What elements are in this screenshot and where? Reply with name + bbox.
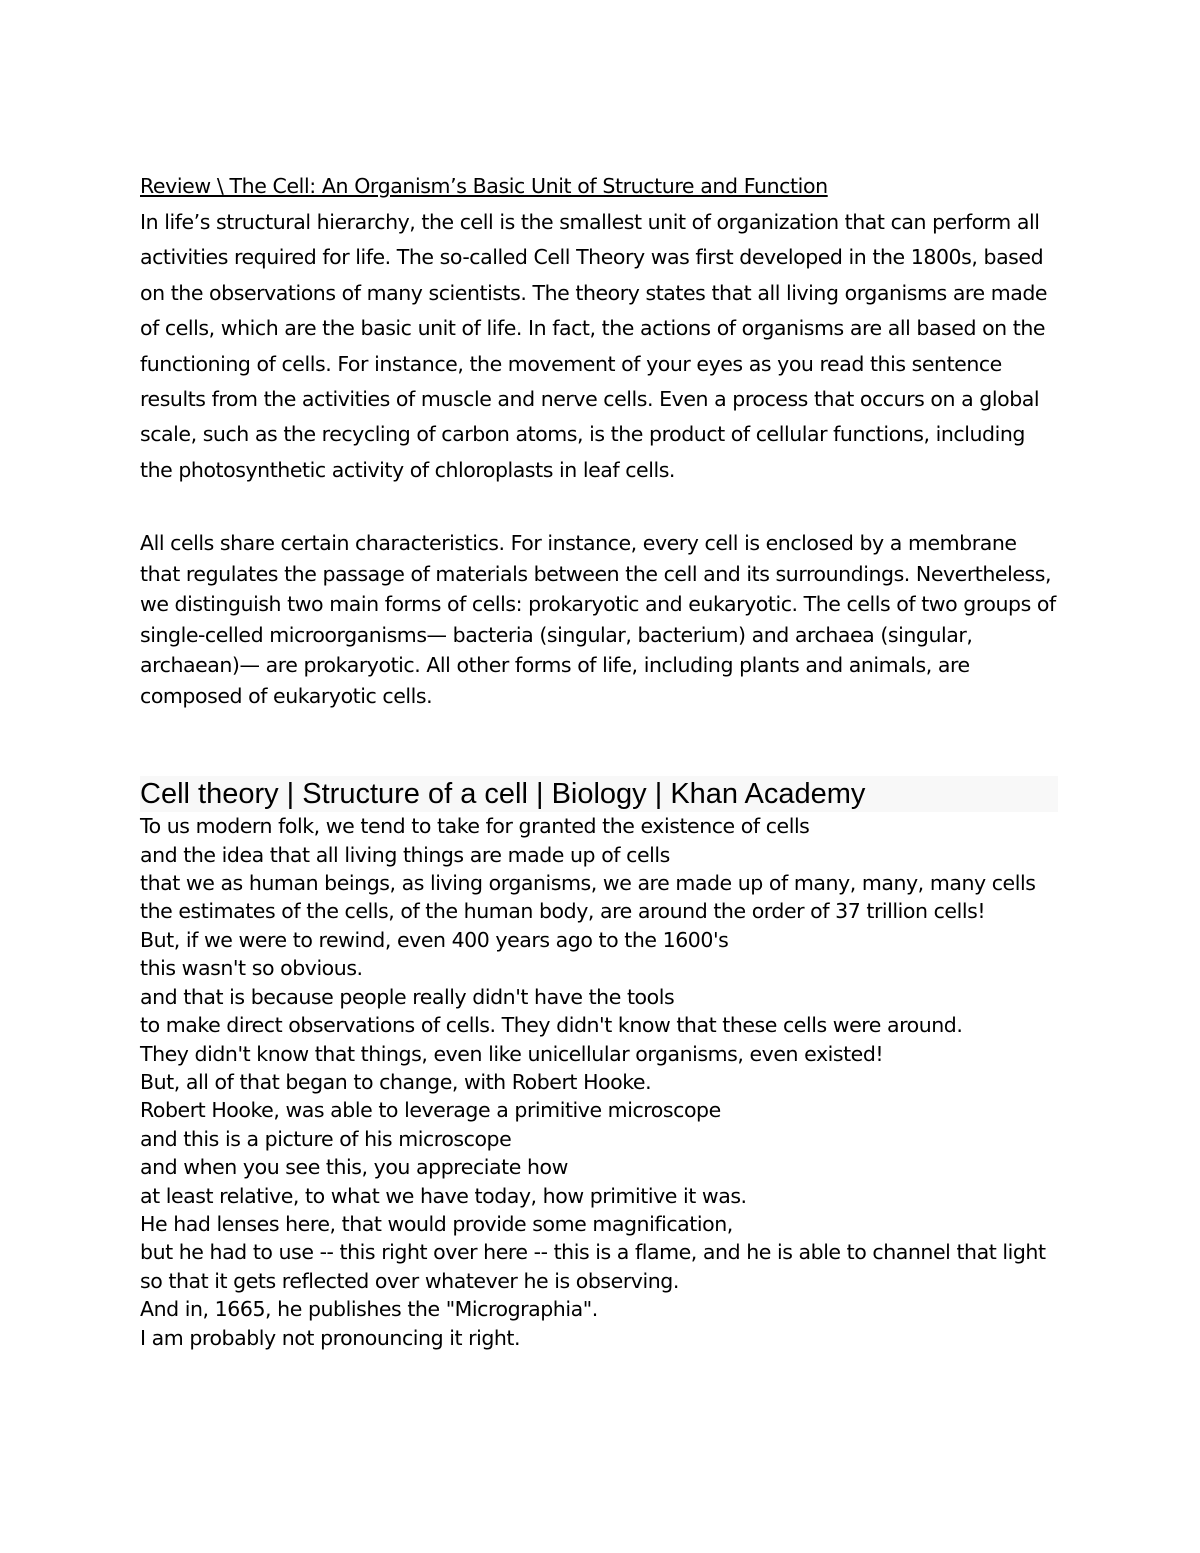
khan-academy-heading: Cell theory | Structure of a cell | Biology | Khan Academy [140, 776, 1058, 812]
transcript-line: I am probably not pronouncing it right. [140, 1325, 521, 1350]
transcript-line: He had lenses here, that would provide some magnification, [140, 1211, 733, 1236]
transcript-line: But, all of that began to change, with Robert Hooke. [140, 1069, 652, 1094]
transcript-line: but he had to use -- this right over here -- this is a flame, and he is able to channel that light [140, 1240, 1046, 1265]
transcript-line: To us modern folk, we tend to take for granted the existence of cells [140, 814, 810, 839]
transcript-line: and this is a picture of his microscope [140, 1126, 512, 1151]
transcript-line: But, if we were to rewind, even 400 years ago to the 1600's [140, 927, 729, 952]
transcript-line: that we as human beings, as living organisms, we are made up of many, many, many cells [140, 871, 1036, 896]
review-paragraph-2: All cells share certain characteristics. For instance, every cell is enclosed by a membrane that regulates the passage of materials between the cell and its surroundings. Nevertheless, we distinguish two main forms of cells: prokaryotic and eukaryotic. The cells of two groups of single-celled microorganisms— bacteria (singular, bacterium) and archaea (singular, archaean)— are prokaryotic. All other forms of life, including plants and animals, are composed of eukaryotic cells. [140, 531, 1056, 708]
transcript-list [140, 812, 1060, 1352]
transcript-line: and the idea that all living things are made up of cells [140, 842, 670, 867]
transcript-line: and when you see this, you appreciate how [140, 1155, 568, 1180]
transcript-line: the estimates of the cells, of the human body, are around the order of 37 trillion cells! [140, 899, 986, 924]
review-paragraph-1: In life’s structural hierarchy, the cell is the smallest unit of organization that can perform all activities required for life. The so-called Cell Theory was first developed in the 1800s, based on the observations of many scientists. The theory states that all living organisms are made of cells, which are the basic unit of life. In fact, the actions of organisms are all based on the functioning of cells. For instance, the movement of your eyes as you read this sentence results from the activities of muscle and nerve cells. Even a process that occurs on a global scale, such as the recycling of carbon atoms, is the product of cellular functions, including the photosynthetic activity of chloroplasts in leaf cells. [140, 210, 1048, 482]
transcript-line: and that is because people really didn't have the tools [140, 984, 675, 1009]
transcript-line: Robert Hooke, was able to leverage a primitive microscope [140, 1098, 721, 1123]
transcript-line: so that it gets reflected over whatever he is observing. [140, 1268, 679, 1293]
transcript-line: to make direct observations of cells. They didn't know that these cells were around. [140, 1013, 963, 1038]
transcript-line: this wasn't so obvious. [140, 956, 363, 981]
review-heading: Review \ The Cell: An Organism’s Basic Unit of Structure and Function [140, 174, 828, 198]
transcript-line: They didn't know that things, even like unicellular organisms, even existed! [140, 1041, 884, 1066]
transcript-line: at least relative, to what we have today, how primitive it was. [140, 1183, 747, 1208]
transcript-line: And in, 1665, he publishes the "Micrographia". [140, 1297, 598, 1322]
document-page [140, 170, 1060, 1352]
